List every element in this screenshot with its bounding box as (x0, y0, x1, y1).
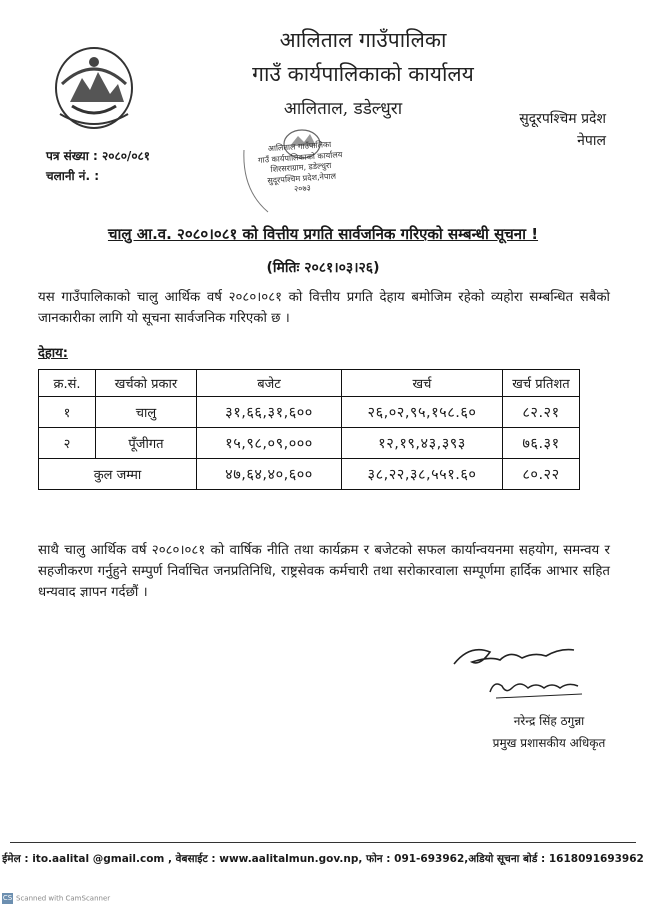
cell-budget: १५,९८,०९,००० (197, 428, 342, 459)
intro-paragraph: यस गाउँपालिकाको चालु आर्थिक वर्ष २०८०।०८१ को वित्तीय प्रगति देहाय बमोजिम रहेको व्यहोरा सम्बन्धित सबैको जानकारीका लागि यो सूचना सार्वजनिक गरिएको छ । (38, 290, 610, 326)
cell-total-expense: ३८,२२,३८,५५१.६० (342, 459, 503, 490)
stamp-line: सुदूरपश्चिम प्रदेश,नेपाल (267, 171, 337, 185)
province-block (519, 108, 606, 152)
cell-percent: ७६.३१ (503, 428, 580, 459)
cell-budget: ३१,६६,३१,६०० (197, 397, 342, 428)
stamp-line: २०७३ (293, 183, 312, 194)
office-address: आलिताल, डडेल्धुरा (283, 99, 403, 119)
cell-percent: ८२.२१ (503, 397, 580, 428)
camscanner-logo-icon: CS (2, 894, 13, 902)
details-label: देहाय: (38, 346, 68, 361)
notice-date: (मितिः २०८१।०३।२६) (266, 260, 380, 276)
header-budget: बजेट (197, 370, 342, 397)
header-serial: क्र.सं. (39, 370, 96, 397)
signatory-title: प्रमुख प्रशासकीय अधिकृत (492, 736, 606, 750)
stamp-line: शिरसराग्राम, डडेल्धुरा (270, 160, 332, 175)
cell-total-label: कुल जम्मा (39, 459, 197, 490)
footer-contact: ईमेल : ito.aalital @gmail.com , वेबसाईट : www.aalitalmun.gov.np, फोन : 091-693962,अडियो सूचना बोर्ड : 1618091693962 (2, 853, 644, 865)
office-name: गाउँ कार्यपालिकाको कार्यालय (252, 62, 474, 86)
cell-expense: २६,०२,९५,१५८.६० (342, 397, 503, 428)
table-row (39, 397, 580, 428)
footer-divider (10, 842, 636, 843)
stamp-text (244, 138, 357, 198)
header-expense-type: खर्चको प्रकार (96, 370, 197, 397)
table-row (39, 428, 580, 459)
cell-total-budget: ४७,६४,४०,६०० (197, 459, 342, 490)
handwritten-signature (450, 642, 590, 704)
header-expense: खर्च (342, 370, 503, 397)
table-header-row (39, 370, 580, 397)
thanks-paragraph: साथै चालु आर्थिक वर्ष २०८०।०८१ को वार्षिक नीति तथा कार्यक्रम र बजेटको सफल कार्यान्वयनमा सहयोग, समन्वय र सहजीकरण गर्नुहुने सम्पुर्ण निर्वाचित जनप्रतिनिधि, राष्ट्रसेवक कर्मचारी तथा सरोकारवाला सम्पूर्णमा हार्दिक आभार सहित धन्यवाद ज्ञापन गर्दछौं । (38, 543, 610, 600)
cell-type: चालु (96, 397, 197, 428)
subject-text: चालु आ.व. २०८०।०८१ को वित्तीय प्रगति सार्वजनिक गरिएको सम्बन्धी सूचना ! (107, 225, 539, 243)
letter-reference (46, 146, 150, 186)
letter-number: पत्र संख्या : २०८०/०८१ (46, 149, 151, 163)
cell-type: पूँजीगत (96, 428, 197, 459)
header-expense-percent: खर्च प्रतिशत (503, 370, 580, 397)
dispatch-number: चलानी नं. : (46, 169, 100, 183)
stamp-line: गाउँ कार्यपालिकाको कार्यालय (257, 149, 343, 165)
notice-subject (40, 224, 606, 244)
cell-expense: १२,१९,४३,३९३ (342, 428, 503, 459)
cell-serial: १ (39, 397, 96, 428)
table-total-row (39, 459, 580, 490)
signatory-name: नरेन्द्र सिंह ठगुन्ना (513, 714, 585, 728)
country-name: नेपाल (577, 133, 606, 149)
cell-total-percent: ८०.२२ (503, 459, 580, 490)
stamp-line: आलिताल गाउँपालिका (267, 139, 332, 154)
signatory-block (474, 710, 624, 754)
province-name: सुदूरपश्चिम प्रदेश (519, 111, 606, 127)
watermark-text: Scanned with CamScanner (16, 894, 111, 903)
scanner-watermark (2, 893, 110, 904)
municipality-name: आलिताल गाउँपालिका (279, 28, 447, 52)
cell-serial: २ (39, 428, 96, 459)
financial-progress-table (38, 369, 580, 490)
